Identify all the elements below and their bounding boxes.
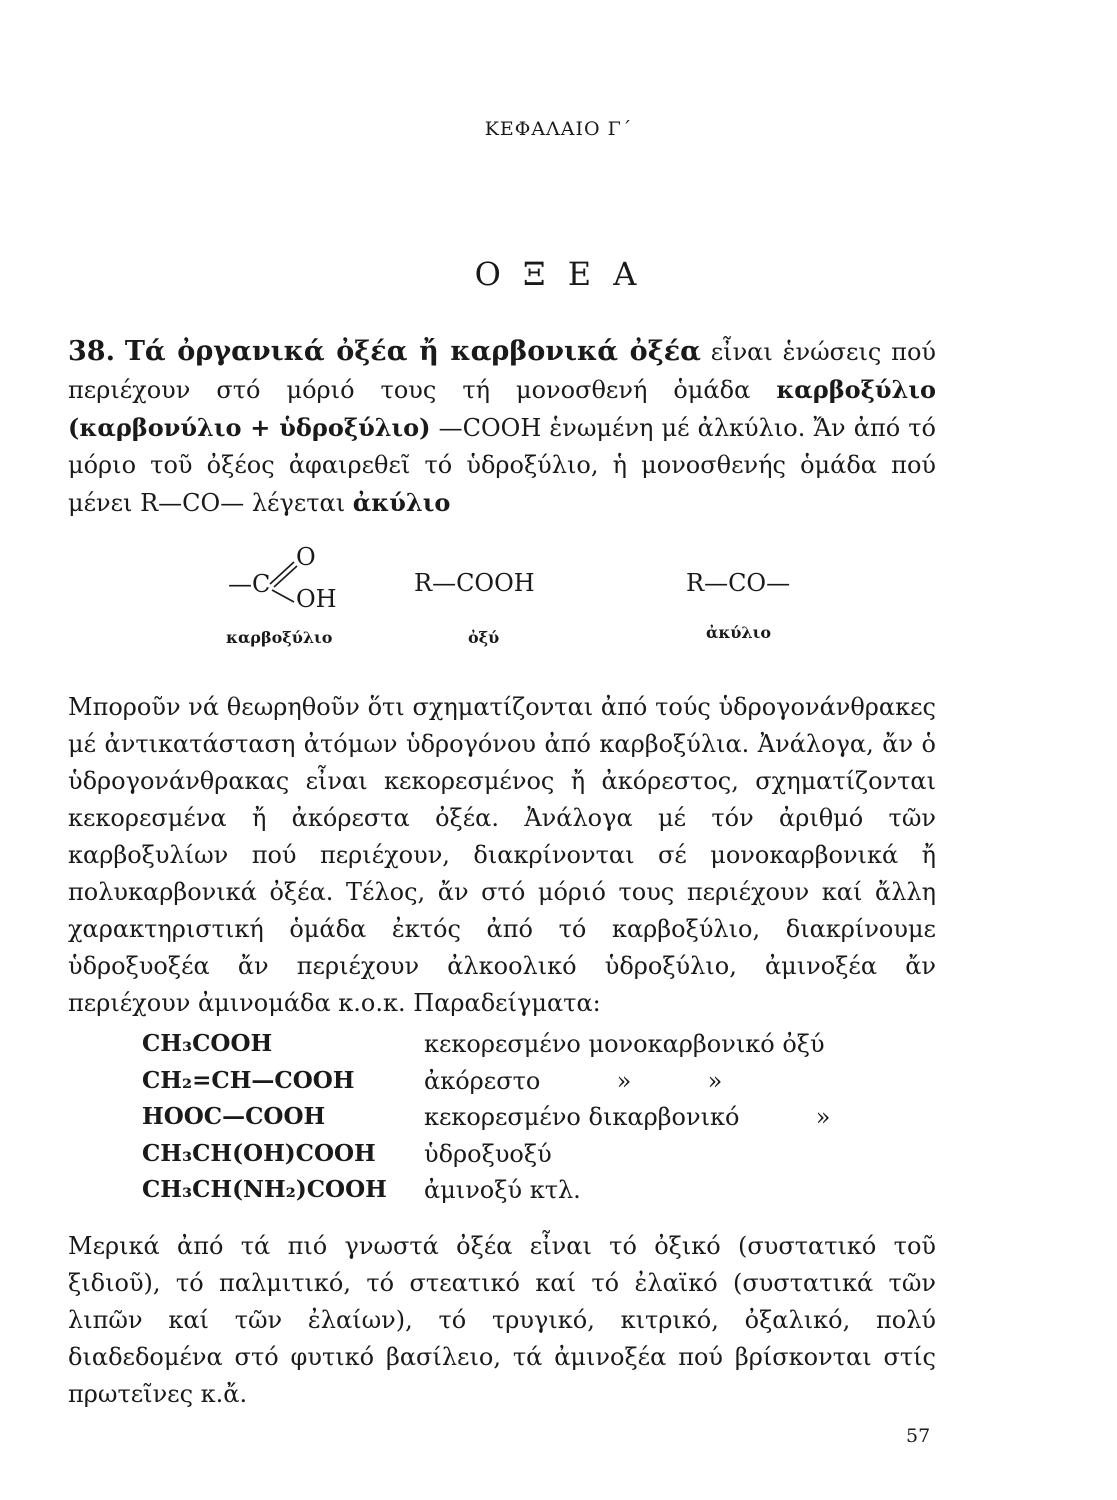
example-description: κεκορεσμένο δικαρβονικό » (424, 1103, 831, 1131)
page-number: 57 (906, 1425, 931, 1447)
structural-formulas (0, 542, 1117, 652)
carboxyl-bonds (226, 542, 356, 642)
example-description: κεκορεσμένο μονοκαρβονικό ὀξύ (424, 1030, 825, 1058)
acyl-term: ἀκύλιο (352, 488, 451, 517)
definition-text: εἶναι ἑνώσεις πού περιέχουν στό μόριό τους τή μονοσθενή ὁμάδα (68, 338, 936, 404)
carboxyl-caption: καρβοξύλιο (226, 628, 333, 647)
example-row (142, 1067, 942, 1104)
example-row (142, 1176, 942, 1213)
carboxyl-oxygen: O (296, 543, 316, 571)
example-formula: CH₃CH(OH)COOH (142, 1139, 376, 1167)
example-row (142, 1140, 942, 1177)
carboxyl-carbon: —C (228, 570, 271, 598)
examples-list (142, 1030, 942, 1213)
example-formula: HOOC—COOH (142, 1103, 326, 1130)
example-description: ἀμινοξύ κτλ. (424, 1176, 581, 1204)
chapter-heading: ΚΕΦΑΛΑΙΟ Γ΄ (484, 118, 633, 140)
carboxyl-hydroxyl: OH (296, 585, 337, 613)
example-formula: CH₂=CH—COOH (142, 1066, 355, 1094)
definition-text-2: —COOH ἑνωμένη μέ ἀλκύλιο. Ἄν ἀπό τό μόριο τοῦ ὀξέος ἀφαιρεθεῖ τό ὑδροξύλιο, ἡ μονοσθενής ὁμάδα πού μένει R—CO— λέγεται (68, 414, 936, 517)
acyl-caption: ἀκύλιο (706, 623, 772, 642)
intro-paragraph (68, 333, 936, 522)
section-title: Ο Ξ Ε Α (474, 255, 643, 293)
section-number: 38. (68, 336, 115, 367)
acid-caption: ὀξύ (468, 628, 500, 647)
common-acids-paragraph: Μερικά ἀπό τά πιό γνωστά ὀξέα εἶναι τό ὀξικό (συστατικό τοῦ ξιδιοῦ), τό παλμιτικό, τό στεατικό καί τό ἐλαϊκό (συστατικά τῶν λιπῶν καί τῶν ἐλαίων), τό τρυγικό, κιτρικό, ὀξαλικό, πολύ διαδεδομένα στό φυτικό βασίλειο, τά ἀμινοξέα πού βρίσκονται στίς πρωτεῖνες κ.ἄ. (68, 1232, 936, 1408)
carboxyl-term: καρβοξύλιο (καρβονύλιο + ὑδροξύλιο) (68, 375, 936, 442)
example-row (142, 1103, 942, 1140)
example-row (142, 1030, 942, 1067)
acyl-formula: R—CO— (686, 569, 791, 597)
example-description: ἀκόρεστο » » (424, 1066, 723, 1095)
acid-formula: R—COOH (414, 569, 535, 597)
example-formula: CH₃COOH (142, 1030, 273, 1057)
example-formula: CH₃CH(NH₂)COOH (142, 1176, 387, 1203)
classification-paragraph: Μποροῦν νά θεωρηθοῦν ὅτι σχηματίζονται ἀπό τούς ὑδρογονάνθρακες μέ ἀντικατάσταση ἀτόμων ὑδρογόνου ἀπό καρβοξύλια. Ἀνάλογα, ἄν ὁ ὑδρογονάνθρακας εἶναι κεκορεσμένος ἤ ἀκόρεστος, σχηματίζονται κεκορεσμένα ἤ ἀκόρεστα ὀξέα. Ἀνάλογα μέ τόν ἀριθμό τῶν καρβοξυλίων πού περιέχουν, διακρίνονται σέ μονοκαρβονικά ἤ πολυκαρβονικά ὀξέα. Τέλος, ἄν στό μόριό τους περιέχουν καί ἄλλη χαρακτηριστική ὁμάδα ἐκτός ἀπό τό καρβοξύλιο, διακρίνουμε ὑδροξυοξέα ἄν περιέχουν ἀλκοολικό ὑδροξύλιο, ἀμινοξέα ἄν περιέχουν ἀμινομάδα κ.ο.κ. Παραδείγματα: (68, 693, 936, 1017)
carboxyl-structure (226, 542, 356, 642)
definition-term: Τά ὀργανικά ὀξέα ἤ καρβονικά ὀξέα (124, 336, 701, 367)
example-description: ὑδροξυοξύ (424, 1139, 552, 1168)
